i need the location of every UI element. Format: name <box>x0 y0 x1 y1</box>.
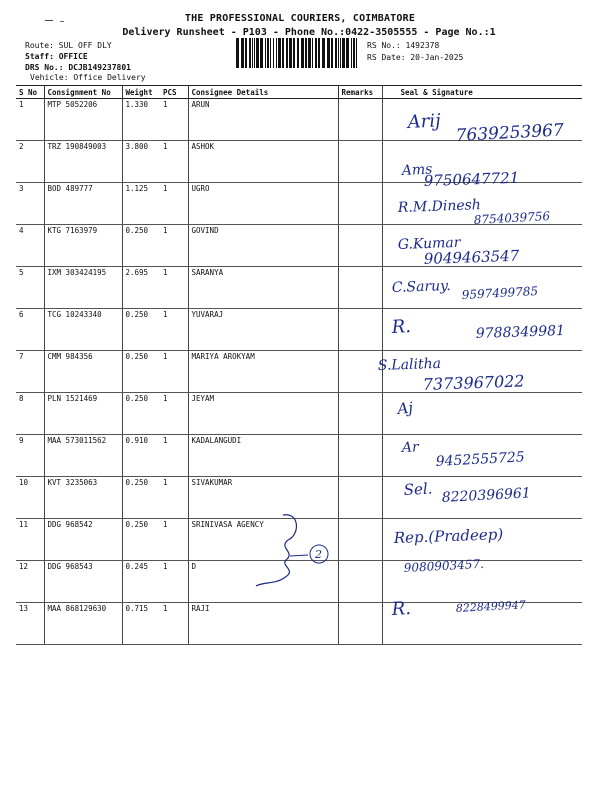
barcode-bar <box>340 38 341 68</box>
barcode-bar <box>356 38 357 68</box>
signature-name: Ar <box>401 439 419 456</box>
barcode-bar <box>254 38 255 68</box>
signature-cell <box>382 351 582 393</box>
sno-cell: 11 <box>16 519 44 561</box>
weight-cell: 0.250 <box>122 519 160 561</box>
consignment-cell: KVT 3235063 <box>44 477 122 519</box>
barcode-bar <box>308 38 311 68</box>
consignment-cell: IXM 303424195 <box>44 267 122 309</box>
barcode-bar <box>331 38 333 68</box>
rs-date-value: 20-Jan-2025 <box>410 53 464 62</box>
table-row <box>16 267 582 309</box>
remarks-cell <box>338 477 382 519</box>
drs-line <box>25 63 131 72</box>
barcode-bar <box>278 38 281 68</box>
barcode-bar <box>318 38 320 68</box>
remarks-cell <box>338 183 382 225</box>
sno-cell: 2 <box>16 141 44 183</box>
signature-phone: 8754039756 <box>473 209 551 227</box>
barcode-bar <box>342 38 345 68</box>
barcode-bar <box>256 38 259 68</box>
remarks-cell <box>338 309 382 351</box>
signature-name: Arij <box>407 110 442 133</box>
weight-cell: 1.330 <box>122 99 160 141</box>
table-row <box>16 603 582 645</box>
pcs-cell: 1 <box>160 309 188 351</box>
weight-cell: 0.910 <box>122 435 160 477</box>
staff-label: Staff: <box>25 52 54 61</box>
table-row <box>16 393 582 435</box>
remarks-cell <box>338 99 382 141</box>
col-pcs-header: PCS <box>160 86 188 99</box>
pcs-cell: 1 <box>160 225 188 267</box>
barcode-bar <box>297 38 299 68</box>
signature-name: Rep.(Pradeep) <box>393 525 504 547</box>
staff-line <box>25 52 88 61</box>
barcode-bar <box>273 38 274 68</box>
scan-mark <box>45 20 53 21</box>
weight-cell: 2.695 <box>122 267 160 309</box>
consignment-cell: DDG 968543 <box>44 561 122 603</box>
pcs-cell: 1 <box>160 183 188 225</box>
col-sno-header: S No <box>16 86 44 99</box>
barcode-bar <box>286 38 288 68</box>
pcs-cell: 1 <box>160 267 188 309</box>
barcode-bar <box>346 38 349 68</box>
rs-date-label: RS Date: <box>367 53 406 62</box>
consignee-cell: UGRO <box>188 183 338 225</box>
barcode-bar <box>252 38 253 68</box>
signature-name: S.Lalitha <box>377 355 442 374</box>
signature-phone: 7639253967 <box>455 120 565 146</box>
pcs-cell: 1 <box>160 393 188 435</box>
remarks-cell <box>338 561 382 603</box>
route-label: Route: <box>25 41 54 50</box>
weight-cell: 0.715 <box>122 603 160 645</box>
sno-cell: 3 <box>16 183 44 225</box>
consignee-cell: YUVARAJ <box>188 309 338 351</box>
sno-cell: 9 <box>16 435 44 477</box>
barcode-bar <box>289 38 292 68</box>
consignment-cell: TCG 10243340 <box>44 309 122 351</box>
rs-date-line <box>367 53 463 62</box>
table-row <box>16 519 582 561</box>
col-consignment-header: Consignment No <box>44 86 122 99</box>
barcode-bar <box>245 38 247 68</box>
table-row <box>16 351 582 393</box>
sno-cell: 10 <box>16 477 44 519</box>
consignment-cell: CMM 984356 <box>44 351 122 393</box>
barcode-bar <box>270 38 271 68</box>
sno-cell: 12 <box>16 561 44 603</box>
runsheet-table <box>16 85 582 645</box>
runsheet-title: Delivery Runsheet - P103 - Phone No.:0422-3505555 - Page No.:1 <box>122 27 496 38</box>
weight-cell: 1.125 <box>122 183 160 225</box>
barcode-bar <box>260 38 263 68</box>
rs-no-label: RS No.: <box>367 41 401 50</box>
barcode <box>236 38 358 68</box>
signature-name: R. <box>391 598 412 620</box>
consignee-cell: ASHOK <box>188 141 338 183</box>
barcode-bar <box>293 38 295 68</box>
table-row <box>16 183 582 225</box>
consignee-cell: KADALANGUDI <box>188 435 338 477</box>
barcode-bar <box>338 38 339 68</box>
signature-phone: 9452555725 <box>435 449 526 470</box>
table-header-row <box>16 86 582 99</box>
table-row <box>16 435 582 477</box>
barcode-bar <box>353 38 355 68</box>
table-row <box>16 309 582 351</box>
sno-cell: 8 <box>16 393 44 435</box>
signature-name: Aj <box>396 398 414 418</box>
pcs-cell: 1 <box>160 435 188 477</box>
consignment-cell: PLN 1521469 <box>44 393 122 435</box>
barcode-bar <box>305 38 307 68</box>
pcs-cell: 1 <box>160 141 188 183</box>
pcs-cell: 1 <box>160 351 188 393</box>
pcs-cell: 1 <box>160 603 188 645</box>
consignment-cell: MAA 573011562 <box>44 435 122 477</box>
consignee-cell: D <box>188 561 338 603</box>
table-row <box>16 99 582 141</box>
signature-phone: 9750647721 <box>423 168 520 190</box>
signature-phone: 9788349981 <box>475 322 566 342</box>
route-value: SUL OFF DLY <box>58 41 112 50</box>
sno-cell: 4 <box>16 225 44 267</box>
rs-no-line <box>367 41 439 50</box>
barcode-bar <box>267 38 269 68</box>
pcs-cell: 1 <box>160 561 188 603</box>
table-row <box>16 225 582 267</box>
consignee-cell: SARANYA <box>188 267 338 309</box>
signature-phone: 7373967022 <box>422 371 525 394</box>
col-remarks-header: Remarks <box>338 86 382 99</box>
barcode-bar <box>301 38 304 68</box>
barcode-bar <box>249 38 251 68</box>
barcode-bar <box>335 38 337 68</box>
remarks-cell <box>338 519 382 561</box>
signature-cell <box>382 309 582 351</box>
consignment-cell: DDG 968542 <box>44 519 122 561</box>
consignment-cell: TRZ 190849003 <box>44 141 122 183</box>
signature-cell <box>382 141 582 183</box>
signature-cell <box>382 393 582 435</box>
weight-cell: 0.250 <box>122 351 160 393</box>
table-row <box>16 561 582 603</box>
signature-cell <box>382 561 582 603</box>
barcode-bar <box>236 38 239 68</box>
sno-cell: 5 <box>16 267 44 309</box>
signature-name: C.Saruy. <box>391 277 451 296</box>
signature-phone: 9080903457. <box>403 556 485 575</box>
table-row <box>16 477 582 519</box>
pcs-cell: 1 <box>160 99 188 141</box>
barcode-bar <box>282 38 284 68</box>
sno-cell: 13 <box>16 603 44 645</box>
col-weight-header: Weight <box>122 86 160 99</box>
barcode-bar <box>276 38 277 68</box>
signature-phone: 8220396961 <box>441 485 532 506</box>
signature-cell <box>382 183 582 225</box>
remarks-cell <box>338 393 382 435</box>
col-signature-header: Seal & Signature <box>382 86 582 99</box>
signature-phone: 8228499947 <box>455 598 527 615</box>
scan-mark <box>60 21 64 22</box>
signature-phone: 9049463547 <box>423 246 520 268</box>
weight-cell: 0.245 <box>122 561 160 603</box>
barcode-bar <box>327 38 330 68</box>
remarks-cell <box>338 435 382 477</box>
signature-cell <box>382 99 582 141</box>
barcode-bar <box>312 38 313 68</box>
sno-cell: 7 <box>16 351 44 393</box>
weight-cell: 0.250 <box>122 309 160 351</box>
signature-cell <box>382 435 582 477</box>
weight-cell: 0.250 <box>122 225 160 267</box>
pcs-cell: 1 <box>160 477 188 519</box>
signature-cell <box>382 603 582 645</box>
signature-name: R. <box>391 316 412 338</box>
remarks-cell <box>338 141 382 183</box>
consignment-cell: BOD 489777 <box>44 183 122 225</box>
consignee-cell: RAJI <box>188 603 338 645</box>
sno-cell: 1 <box>16 99 44 141</box>
rs-no-value: 1492378 <box>405 41 440 50</box>
drs-value: DCJB149237801 <box>68 63 131 72</box>
signature-cell <box>382 225 582 267</box>
remarks-cell <box>338 267 382 309</box>
signature-name: Sel. <box>403 479 433 499</box>
signature-phone: 9597499785 <box>461 284 539 302</box>
weight-cell: 0.250 <box>122 393 160 435</box>
consignee-cell: ARUN <box>188 99 338 141</box>
vehicle-value: Office Delivery <box>73 73 146 82</box>
signature-name: Ams <box>401 161 433 179</box>
barcode-bar <box>322 38 325 68</box>
vehicle-line <box>30 73 146 82</box>
consignment-cell: MAA 868129630 <box>44 603 122 645</box>
remarks-cell <box>338 351 382 393</box>
signature-name: R.M.Dinesh <box>397 197 482 216</box>
col-consignee-header: Consignee Details <box>188 86 338 99</box>
weight-cell: 0.250 <box>122 477 160 519</box>
barcode-bar <box>265 38 266 68</box>
sno-cell: 6 <box>16 309 44 351</box>
consignee-cell: SRINIVASA AGENCY <box>188 519 338 561</box>
signature-name: G.Kumar <box>397 234 461 253</box>
consignee-cell: JEYAM <box>188 393 338 435</box>
staff-value: OFFICE <box>58 52 88 61</box>
pcs-cell: 1 <box>160 519 188 561</box>
consignee-cell: MARIYA AROKYAM <box>188 351 338 393</box>
route-line <box>25 41 112 50</box>
barcode-bar <box>315 38 317 68</box>
signature-cell <box>382 519 582 561</box>
remarks-cell <box>338 225 382 267</box>
circled-number: 2 <box>315 548 322 561</box>
company-title: THE PROFESSIONAL COURIERS, COIMBATORE <box>184 13 416 24</box>
weight-cell: 3.800 <box>122 141 160 183</box>
signature-cell <box>382 477 582 519</box>
consignment-cell: MTP 5052206 <box>44 99 122 141</box>
signature-cell <box>382 267 582 309</box>
barcode-bar <box>241 38 244 68</box>
consignee-cell: SIVAKUMAR <box>188 477 338 519</box>
drs-label: DRS No.: <box>25 63 64 72</box>
barcode-bar <box>351 38 352 68</box>
vehicle-label: Vehicle: <box>30 73 69 82</box>
consignee-cell: GOVIND <box>188 225 338 267</box>
table-row <box>16 141 582 183</box>
consignment-cell: KTG 7163979 <box>44 225 122 267</box>
remarks-cell <box>338 603 382 645</box>
